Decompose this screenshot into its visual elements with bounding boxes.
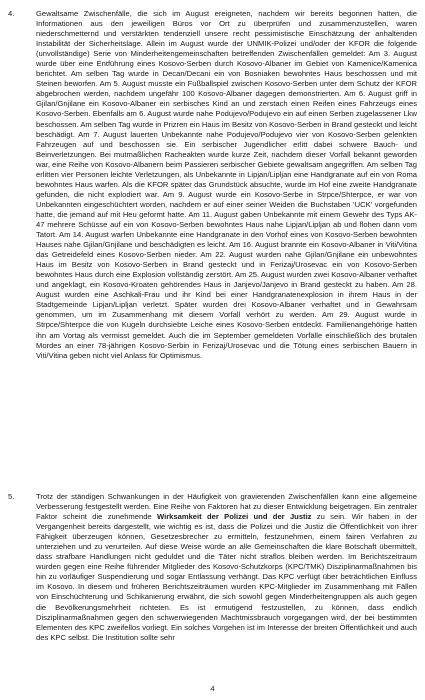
- paragraph-text: [36, 9, 417, 361]
- paragraph-number: 4.: [8, 9, 15, 18]
- paragraph-4: [8, 9, 417, 361]
- paragraph-number: 5.: [8, 492, 15, 501]
- emphasis-text: Wirksamkeit der Polizei und der Justiz: [156, 512, 312, 522]
- paragraph-text-segment: zu sein. Wir haben in der Vergangenheit bereits dargestellt, wie wichtig es ist, dass die Polizei und die Justiz die Öffentlichkeit von ihrer Fähigkeit überzeugen können, Gesetzesbrecher zu ermitteln, festzunehmen, einem fairen Verfahren zu unterziehen und zu verurteilen. Auf diese Weise würde an alle Gemeinschaften die klare Botschaft übermittelt, dass strafbare Handlungen nicht geduldet und die Täter nicht straflos bleiben werden. Im Berichtszeitraum wurden gegen eine Reihe führender Mitglieder des Kosovo-Schutzkorps (KPC/TMK) Disziplinarmaßnahmen bis hin zu vorläufiger Suspendierung und sogar Entlassung verhängt. Das KPC verfügt über beträchtlichen Einfluss im Kosovo. In diesem und früheren Berichtszeiträumen wurden KPC-Mitglieder im Zusammenhang mit Fällen von Einschüchterung und Schikanierung erwähnt, die sich sowohl gegen Minderheitengruppen als auch gegen die Bevölkerungsmehrheit richteten. Es ist ermutigend festzustellen, zu können, dass endlich Disziplinarmaßnahmen gegen den schwerwiegenden Machtmissbrauch vorgegangen wird, der bei bestimmten Elementen des KPC zweifellos vorliegt. Ein solches Vorgehen ist im Interesse der breiten Öffentlichkeit und auch des KPC selbst. Die Institution sollte sehr: [36, 512, 417, 642]
- paragraph-text: [36, 492, 417, 643]
- paragraph-text-segment: Gewaltsame Zwischenfälle, die sich im August ereigneten, nachdem wir bereits begonnen hatten, die Informationen aus den jeweiligen Büros vor Ort zu überprüfen und zusammenzustellen, waren niederschmetternd und verstärkten tendenziell unsere recht pessimistische Einschätzung der anhaltenden Instabilität der Sicherheitslage. Allein im August wurde der UNMIK-Polizei und/oder der KFOR die folgende (unvollständige) Serie von Minderheitengemeinschaften betreffenden Zwischenfällen gemeldet: Am 3. August wurde über eine Entführung eines Kosovo-Serben durch Kosovo-Albaner im Gebiet von Kamenice/Kamenica berichtet. Am selben Tag wurde in Decan/Decani ein von Bosniaken bewohntes Haus beschossen und mit Steinen beworfen. Am 5. August musste ein Fußballspiel zwischen Kosovo-Serben unter dem Schutz der KFOR abgebrochen werden, nachdem ungefähr 100 Kosovo-Albaner dagegen demonstrierten. Am 6. August griff in Gjilan/Gnjilane ein Kosovo-Albaner ein serbisches Kind an und zerstach einen Reifen eines Fahrzeugs eines Kosovo-Serben. Ebenfalls am 6. August wurde nahe Podujevo/Podujevo ein auf einen Serben zugelassener Lkw beschossen. Am selben Tag wurde in Prizren ein Haus im Besitz von Kosovo-Serben in Brand gesteckt und leicht beschädigt. Am 7. August lauerten Unbekannte nahe Podujevo/Podujevo vier von Kosovo-Serben gelenkten Fahrzeugen auf und beschossen sie. Ein serbischer Jugendlicher erlitt dabei schwere Bauch- und Beinverletzungen. Bei mutmaßlichen Racheakten wurde kurze Zeit, nachdem dieser Vorfall bekannt geworden war, eine Reihe von Kosovo-Albanern beim Passieren serbischer Gebiete gewaltsam angegriffen. Am selben Tag erlitten vier Personen leichte Verletzungen, als Unbekannte in Lipjan/Lipljan eine Handgranate auf ein von Roma bewohntes Haus warfen. Als die KFOR später das Grundstück absuchte, wurde im Hof eine zweite Handgranate gefunden, die nicht explodiert war. Am 9. August wurde ein Kosovo-Serbe in Strpce/Shterpce, er war von Unbekannten eingeschüchtert worden, nachdem er auf einer seiner Weiden die Buchstaben 'UCK' vorgefunden hatte, die jemand auf mit Heu geformt hatte. Am 11. August gaben Unbekannte mit einem Gewehr des Typs AK-47 mehrere Schüsse auf ein von Kosovo-Serben bewohntes Haus nahe Lipjan/Lipljan ab und flohen dann vom Tatort. Am 14. August warfen Unbekannte eine Handgranate in den Vorhof eines von Kosovo-Serben bewohnten Hauses nahe Gjilan/Gnjilane und beschädigten es leicht. Am 16. August brannte ein Kosovo-Albaner in Viti/Vitina das Getreidefeld eines Kosovo-Serben nieder. Am 22. August wurden nahe Gjilan/Gnjilane ein unbewohntes Haus im Besitz von Kosovo-Serben in Brand gesteckt und in Ferizaj/Urosevac ein von Kosovo-Serben bewohntes Haus durch eine Explosion vollständig zerstört. Am 25. August wurden zwei Kosovo-Albaner verhaftet und angeklagt, ein Kosovo-Kroaten gehörendes Haus in Janjevo/Janjevo in Brand gesteckt zu haben. Am 28. August wurden eine Aschkali-Frau und ihr Kind bei einer Handgranatenexplosion in ihrem Haus in der Stadtgemeinde Lipjan/Lipljan verletzt. Später wurden drei Kosovo-Albaner verhaftet und in Gewahrsam genommen, um im Zusammenhang mit diesem Vorfall verhört zu werden. Am 29. August wurde in Strpce/Shterpce die von Kugeln durchsiebte Leiche eines Kosovo-Serben entdeckt. Familienangehörige hatten ihn am Vortag als vermisst gemeldet. Auch die im September gemeldeten Vorfälle einschließlich des brutalen Mordes an einer 78-jährigen Kosovo-Serbin in Ferizaj/Urosevac und die Tötung eines serbischen Bauern in Viti/Vitina geben nicht viel Anlass für Optimismus.: [36, 9, 417, 360]
- paragraph-5: [8, 492, 417, 643]
- paragraph-text-segment: Trotz der ständigen Schwankungen in der Häufigkeit von gravierenden Zwischenfällen kann eine allgemeine Verbesserung festgestellt werden. Eine Reihe von Faktoren hat zu dieser Entwicklung beigetragen. Ein zentraler Faktor scheint die zunehmende: [36, 492, 417, 522]
- page-number: 4: [210, 684, 215, 693]
